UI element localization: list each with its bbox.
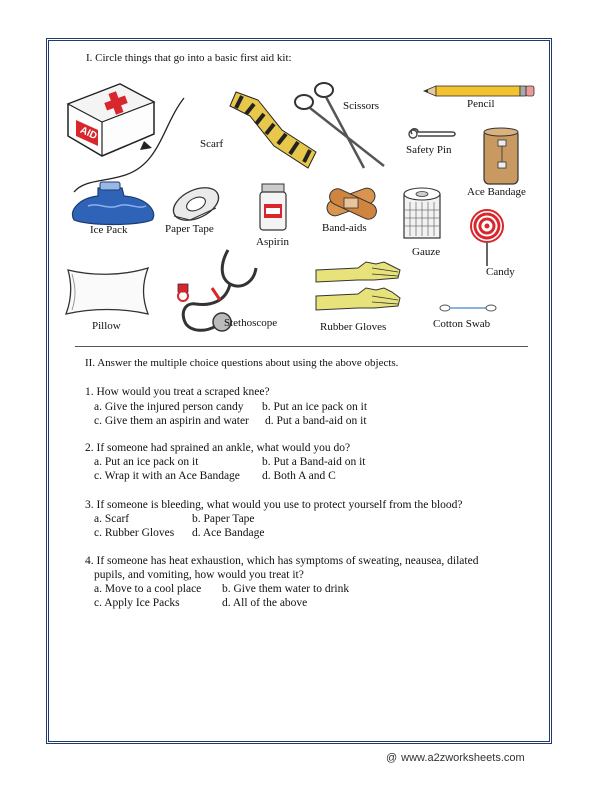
ice-pack-label: Ice Pack [90,224,128,236]
paper-tape-image [170,182,222,224]
rubber-gloves-image [314,260,402,320]
section-divider [75,346,528,347]
cotton-swab-image [440,302,496,314]
question-1-option-d: d. Put a band-aid on it [265,415,367,427]
pillow-label: Pillow [92,320,121,332]
band-aids-label: Band-aids [322,222,367,234]
question-2-option-c: c. Wrap it with an Ace Bandage [94,470,240,482]
band-aids-image [324,184,380,220]
section-1-heading: I. Circle things that go into a basic first aid kit: [86,52,292,64]
kit-label: AID [78,124,99,143]
question-4-option-c: c. Apply Ice Packs [94,597,180,609]
question-2-option-a: a. Put an ice pack on it [94,456,199,468]
section-2-heading: II. Answer the multiple choice questions about using the above objects. [85,357,399,369]
question-4-line-2: pupils, and vomiting, how would you treat it? [94,569,304,581]
question-3-option-d: d. Ace Bandage [192,527,265,539]
paper-tape-label: Paper Tape [165,223,214,235]
question-2: 2. If someone had sprained an ankle, what would you do? [85,442,351,454]
footer-credit [386,752,525,764]
candy-label: Candy [486,266,515,278]
gauze-label: Gauze [412,246,441,258]
safety-pin-label: Safety Pin [406,144,452,156]
ice-pack-image [68,180,158,226]
rubber-gloves-label: Rubber Gloves [320,321,387,333]
scissors-label: Scissors [343,100,380,112]
question-4-option-b: b. Give them water to drink [222,583,350,595]
pillow-image [62,264,154,318]
candy-lollipop-image [467,208,507,268]
question-4-line-1: 4. If someone has heat exhaustion, which has symptoms of sweating, neausea, dilated [85,555,479,567]
cotton-swab-label: Cotton Swab [433,318,491,330]
aspirin-label: Aspirin [256,236,289,248]
gauze-image [402,186,444,242]
question-4-option-d: d. All of the above [222,597,308,609]
question-3: 3. If someone is bleeding, what would you use to protect yourself from the blood? [85,499,463,511]
question-3-option-b: b. Paper Tape [192,513,255,525]
ace-bandage-image [482,126,522,186]
question-2-option-b: b. Put a Band-aid on it [262,456,366,468]
scarf-label: Scarf [200,138,224,150]
question-1-option-a: a. Give the injured person candy [94,401,244,413]
question-1-option-b: b. Put an ice pack on it [262,401,368,413]
question-2-option-d: d. Both A and C [262,470,336,482]
question-4-option-a: a. Move to a cool place [94,583,202,595]
pencil-label: Pencil [467,98,495,110]
footer-site[interactable]: www.a2zworksheets.com [401,752,525,764]
scissors-image [290,80,386,170]
stethoscope-label: Stethoscope [224,317,278,329]
at-symbol: @ [386,752,398,764]
pencil-image [424,84,536,98]
question-3-option-a: a. Scarf [94,513,130,525]
question-3-option-c: c. Rubber Gloves [94,527,175,539]
question-1: 1. How would you treat a scraped knee? [85,386,270,398]
safety-pin-image [406,126,456,142]
question-1-option-c: c. Give them an aspirin and water [94,415,249,427]
ace-bandage-label: Ace Bandage [467,186,526,198]
aspirin-image [256,182,290,232]
